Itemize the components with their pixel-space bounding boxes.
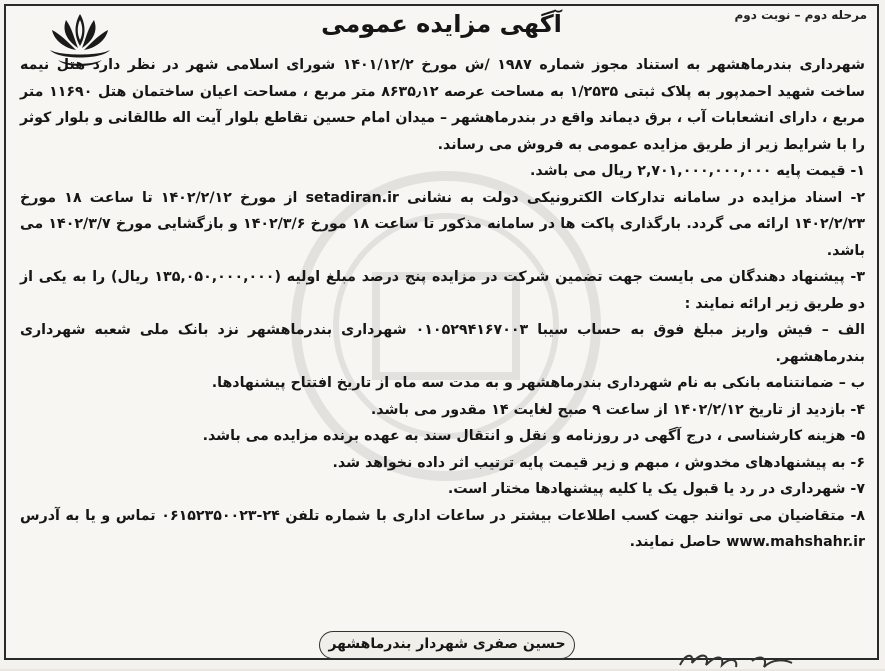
condition-6: ۶- به پیشنهادهای مخدوش ، مبهم و زیر قیمت پایه ترتیب اثر داده نخواهد شد.	[332, 454, 865, 471]
condition-3a: الف – فیش واریز مبلغ فوق به حساب سیبا ۰۱۰۵۲۹۴۱۶۷۰۰۳ شهرداری بندرماهشهر نزد بانک ملی شعبه شهرداری بندرماهشهر.	[20, 322, 865, 365]
page-title: آگهی مزایده عمومی	[321, 10, 562, 38]
condition-3b: ب – ضمانتنامه بانکی به نام شهرداری بندرماهشهر و به مدت سه ماه از تاریخ افتتاح پیشنهادها.	[211, 375, 865, 391]
announcement-body	[20, 52, 865, 556]
condition-4: ۴- بازدید از تاریخ ۱۴۰۲/۲/۱۲ از ساعت ۹ صبح لغایت ۱۴ مقدور می باشد.	[370, 401, 865, 418]
handwritten-mark-icon	[672, 647, 802, 671]
stage-label: مرحله دوم – نوبت دوم	[734, 8, 867, 22]
condition-7: ۷- شهرداری در رد یا قبول یک یا کلیه پیشنهادها مختار است.	[447, 481, 865, 497]
condition-3: ۳- پیشنهاد دهندگان می بایست جهت تضمین شرکت در مزایده پنج درصد مبلغ اولیه (۱۳۵,۰۵۰,۰۰۰,۰۰۰ ریال) را به یکی از دو طریق زیر ارائه نمایند :	[20, 269, 865, 312]
announcement-frame	[4, 4, 879, 660]
condition-2: ۲- اسناد مزایده در سامانه تدارکات الکترونیکی دولت به نشانی setadiran.ir از مورخ ۱۴۰۲/۲/۱۲ تا ساعت ۱۸ مورخ ۱۴۰۲/۲/۲۳ ارائه می گردد. بارگذاری پاکت ها در سامانه مذکور تا ساعت ۱۸ مورخ ۱۴۰۲/۳/۶ و بازگشایی مورخ ۱۴۰۲/۳/۷ می باشد.	[20, 189, 866, 259]
condition-8: ۸- متقاضیان می توانند جهت کسب اطلاعات بیشتر در ساعات اداری با شماره تلفن ۲۴-۰۶۱۵۲۳۵۰۰۲۳ تماس و یا به آدرس www.mahshahr.ir حاصل نمایند.	[20, 507, 866, 550]
condition-5: ۵- هزینه کارشناسی ، درج آگهی در روزنامه و نقل و انتقال سند به عهده برنده مزایده می باشد.	[202, 428, 865, 444]
signature-box: حسین صفری شهردار بندرماهشهر	[319, 631, 575, 659]
intro-paragraph: شهرداری بندرماهشهر به استناد مجوز شماره ۱۹۸۷ /ش مورخ ۱۴۰۱/۱۲/۲ شورای اسلامی شهر در نظر دارد هتل نیمه ساخت شهید احمدپور به پلاک ثبتی ۱/۲۵۳۵ به مساحت عرصه ۸۶۳۵٫۱۲ متر مربع ، مساحت اعیان ساختمان هتل ۱۱۶۹۰ متر مربع ، دارای انشعابات آب ، برق دیماند واقع در بندرماهشهر – میدان امام حسین تقاطع بلوار آیت اله طالقانی و بلوار کوثر را با شرایط زیر از طریق مزایده عمومی به فروش می رساند.	[19, 57, 866, 153]
condition-1: ۱- قیمت پایه ۲,۷۰۱,۰۰۰,۰۰۰,۰۰۰ ریال می باشد.	[530, 163, 865, 179]
